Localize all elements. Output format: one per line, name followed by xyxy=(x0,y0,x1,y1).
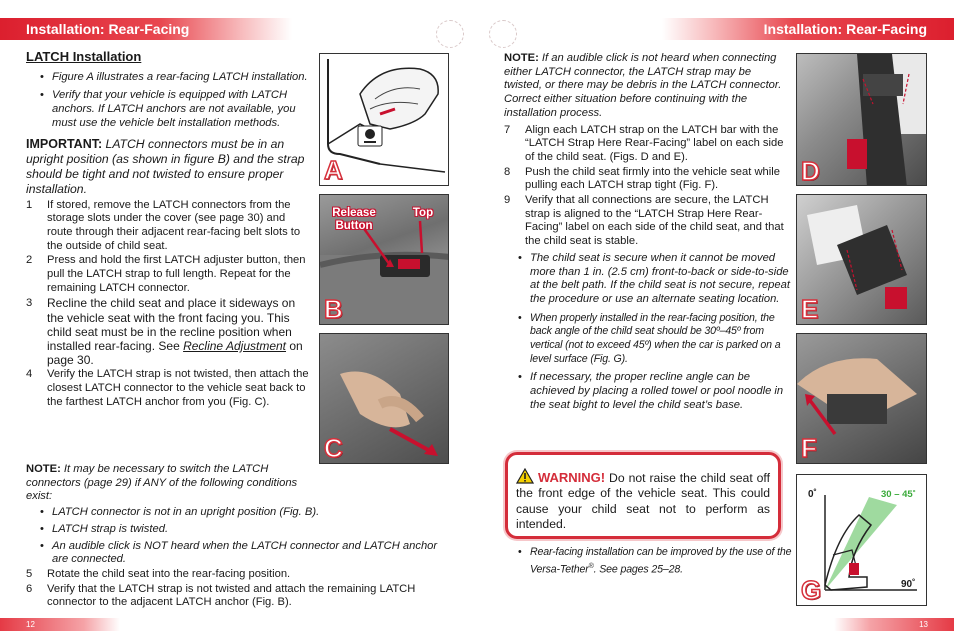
left-note: NOTE: It may be necessary to switch the LATCH connectors (page 29) if ANY of the following conditions exist: xyxy=(26,463,298,503)
figure-c xyxy=(319,333,449,464)
important-label: IMPORTANT: xyxy=(26,136,103,151)
latch-installation-heading: LATCH Installation xyxy=(26,49,142,64)
step-2: 2 Press and hold the first LATCH adjuster button, then pull the LATCH strap to full length. Repeat for the remaining LATCH connector. xyxy=(26,254,306,294)
versa-tether-bullet: • Rear-facing installation can be improved by the use of the Versa-Tether®. See pages 25–28. xyxy=(504,546,794,577)
page-number-right: 13 xyxy=(919,620,928,629)
angle-bullet: • When properly installed in the rear-facing position, the back angle of the child seat should be 30º–45º from vertical (not to exceed 45º) when the car is parked on a level surface (Fig. G). xyxy=(504,312,790,367)
secure-bullet: • The child seat is secure when it cannot be moved more than 1 in. (2.5 cm) front-to-back or side-to-side at the belt path. If the child seat is not secure, repeat the procedure or use an alternate seating location. xyxy=(504,252,790,307)
figure-e xyxy=(796,194,927,325)
registration-mark-right xyxy=(489,20,517,48)
header-title-left: Installation: Rear-Facing xyxy=(26,21,190,37)
header-title-right: Installation: Rear-Facing xyxy=(763,21,927,37)
right-text-column xyxy=(504,52,790,418)
figure-e-label: E xyxy=(801,294,819,324)
towel-bullet: • If necessary, the proper recline angle can be achieved by placing a rolled towel or pool noodle in the seat bight to level the child seat’s base. xyxy=(504,371,790,412)
header-band-left xyxy=(0,18,292,40)
step-7: 7 Align each LATCH strap on the LATCH bar with the “LATCH Strap Here Rear-Facing” label on each side of the child seat. (Figs. D and E). xyxy=(504,123,784,163)
figure-b-label: B xyxy=(324,294,343,324)
recline-adjustment-link[interactable]: Recline Adjustment xyxy=(183,339,287,354)
step-1: 1 If stored, remove the LATCH connectors from the storage slots under the cover (see page 30) and route through their adjacent rear-facing belt slots to the outside of child seat. xyxy=(26,198,301,252)
step-4: 4 Verify the LATCH strap is not twisted, then attach the closest LATCH connector to the vehicle seat back to the farthest LATCH anchor from you (Fig. C). xyxy=(26,368,309,408)
figure-d xyxy=(796,53,927,186)
intro-bullet-2: • Verify that your vehicle is equipped with LATCH anchors. If LATCH anchors are not available, you must use the vehicle belt installation methods. xyxy=(26,89,312,130)
registration-mark-left xyxy=(436,20,464,48)
left-text-column xyxy=(26,50,312,411)
figure-d-label: D xyxy=(801,156,820,186)
versa-tether-note xyxy=(504,546,794,582)
warning-triangle-icon xyxy=(516,468,534,484)
step-9: 9 Verify that all connections are secure, the LATCH strap is aligned to the “LATCH Strap Here Rear-Facing” label on each side of the child seat, and that the child seat is stable. xyxy=(504,194,784,248)
page-number-left: 12 xyxy=(26,620,35,629)
intro-bullet-1: • Figure A illustrates a rear-facing LATCH installation. xyxy=(26,71,312,85)
header-band-right xyxy=(662,18,954,40)
footer-left xyxy=(0,618,120,631)
figure-f xyxy=(796,333,927,464)
fig-g-ninety-label: 90˚ xyxy=(901,579,916,590)
warning-box xyxy=(505,452,781,539)
step-3: 3 Recline the child seat and place it sideways on the vehicle seat with the front facing you. This child seat must be in the recline position when installed rear-facing. See Recline Adjustment on page 30. xyxy=(26,296,303,368)
note-bullet-1: • LATCH connector is not in an upright position (Fig. B). xyxy=(26,506,446,520)
important-text: LATCH connectors must be in an upright position (as shown in figure B) and the strap should be tight and not twisted to ensure proper installation. xyxy=(26,136,305,196)
left-lower-text xyxy=(26,463,446,611)
warning-label: WARNING! xyxy=(537,470,606,485)
important-paragraph xyxy=(26,137,312,197)
figure-a-label: A xyxy=(324,155,343,185)
top-callout: Top xyxy=(412,207,434,219)
fig-g-zero-label: 0˚ xyxy=(808,489,817,500)
warning-text: Do not raise the child seat off the front edge of the vehicle seat. This could cause your child seat not to perform as intended. xyxy=(516,471,770,531)
step-6: 6 Verify that the LATCH strap is not twisted and attach the remaining LATCH connector to the adjacent LATCH anchor (Fig. B). xyxy=(26,582,416,609)
note-bullet-3: • An audible click is NOT heard when the LATCH connector and LATCH anchor are connected. xyxy=(26,540,446,567)
note-bullet-2: • LATCH strap is twisted. xyxy=(26,523,446,537)
footer-right xyxy=(834,618,954,631)
figure-b xyxy=(319,194,449,325)
figure-f-label: F xyxy=(801,433,817,463)
release-button-callout: Release Button xyxy=(332,207,376,232)
figure-a xyxy=(319,53,449,186)
figure-g-label: G xyxy=(801,575,822,605)
figure-c-label: C xyxy=(324,433,343,463)
right-note: NOTE: If an audible click is not heard when connecting either LATCH connector, the LATCH strap may be twisted, or there may be debris in the LATCH connector. Correct either situation before continuing with the installation process. xyxy=(504,52,782,119)
step-5: 5 Rotate the child seat into the rear-facing position. xyxy=(26,567,291,580)
step-8: 8 Push the child seat firmly into the vehicle seat while pulling each LATCH strap tight (Fig. F). xyxy=(504,165,780,192)
fig-g-range-label: 30 – 45˚ xyxy=(881,489,916,500)
figure-g xyxy=(796,474,927,606)
